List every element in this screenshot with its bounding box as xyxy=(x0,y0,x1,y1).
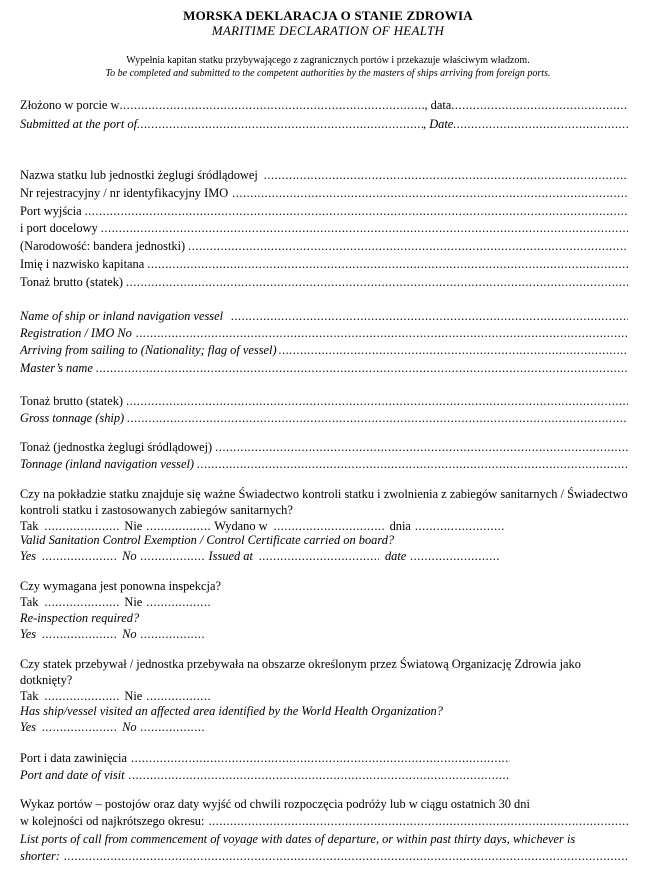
sanitation-date-label-en: date xyxy=(384,549,407,563)
reinspection-no-field[interactable] xyxy=(146,594,210,610)
ship-name-label-en: Name of ship or inland navigation vessel xyxy=(20,309,224,323)
sanitation-issued-label-en: Issued at xyxy=(208,549,253,563)
reinspection-yes-label: Tak xyxy=(20,595,39,609)
inland-field[interactable] xyxy=(215,439,628,455)
destination-port-label: i port docelowy xyxy=(20,221,98,235)
sanitation-yes-field-en[interactable] xyxy=(42,548,118,564)
departure-port-field[interactable] xyxy=(85,203,628,219)
ports-question-line1: Wykaz portów – postojów oraz daty wyjść od chwili rozpoczęcia podróży lub w ciągu ostatnich 30 dni xyxy=(20,797,530,811)
tonnage-label: Tonaż brutto (statek) xyxy=(20,275,124,289)
gross-label-en: Gross tonnage (ship) xyxy=(20,411,125,425)
reinspection-no-field-en[interactable] xyxy=(141,626,205,642)
master-row xyxy=(20,256,628,272)
visit-label-en: Port and date of visit xyxy=(20,768,125,782)
master-field-en[interactable] xyxy=(96,360,628,376)
reinspection-yes-label-en: Yes xyxy=(20,627,37,641)
submitted-date-field-en[interactable] xyxy=(453,116,628,132)
destination-port-field[interactable] xyxy=(101,220,628,236)
gross-row xyxy=(20,393,628,409)
sanitation-issued-label: Wydano w xyxy=(214,519,268,533)
sanitation-question: Czy na pokładzie statku znajduje się ważne Świadectwo kontroli statku i zwolnienia z zabiegów sanitarnych / Świadectwo kontroli statku i zastosowanych zabiegów sanitarnych? xyxy=(20,487,628,517)
intro-en: To be completed and submitted to the competent authorities by the masters of ships arriving from foreign ports. xyxy=(105,68,551,79)
nationality-field[interactable] xyxy=(188,238,628,254)
form-subtitle: MARITIME DECLARATION OF HEALTH xyxy=(211,23,445,38)
gross-row-en xyxy=(20,410,628,426)
affected-yes-field[interactable] xyxy=(44,688,120,704)
ports-question-en-line2 xyxy=(20,848,628,864)
reinspection-yes-field-en[interactable] xyxy=(42,626,118,642)
affected-answer-row xyxy=(20,688,628,704)
sanitation-no-field-en[interactable] xyxy=(141,548,205,564)
ship-name-label: Nazwa statku lub jednostki żeglugi śródlądowej xyxy=(20,168,258,182)
sanitation-issued-field-en[interactable] xyxy=(259,548,379,564)
visit-row xyxy=(20,750,510,766)
gross-label: Tonaż brutto (statek) xyxy=(20,394,124,408)
departure-port-label: Port wyjścia xyxy=(20,204,82,218)
destination-port-row xyxy=(20,220,628,236)
submitted-row-pl xyxy=(20,97,628,113)
registration-label: Nr rejestracyjny / nr identyfikacyjny IMO xyxy=(20,186,229,200)
submitted-port-label: Złożono w porcie w xyxy=(20,98,120,112)
visit-field-en[interactable] xyxy=(129,767,510,783)
affected-yes-label: Tak xyxy=(20,689,39,703)
submitted-port-field-en[interactable] xyxy=(137,116,423,132)
visit-row-en xyxy=(20,767,510,783)
sanitation-no-label-en: No xyxy=(122,549,137,563)
ports-question-en-line1: List ports of call from commencement of voyage with dates of departure, or within past thirty days, whichever is xyxy=(20,832,576,846)
tonnage-row xyxy=(20,274,628,290)
departure-port-row xyxy=(20,203,628,219)
ship-name-row-en xyxy=(20,308,628,324)
submitted-date-label: , data xyxy=(424,98,452,112)
registration-row xyxy=(20,185,628,201)
tonnage-field[interactable] xyxy=(126,274,628,290)
inland-row-en xyxy=(20,456,628,472)
registration-field[interactable] xyxy=(232,185,628,201)
reinspection-yes-field[interactable] xyxy=(44,594,120,610)
visit-label: Port i data zawinięcia xyxy=(20,751,127,765)
inland-label: Tonaż (jednostka żeglugi śródlądowej) xyxy=(20,440,213,454)
submitted-date-label-en: , Date xyxy=(423,117,454,131)
sanitation-date-label: dnia xyxy=(389,519,411,533)
reinspection-answer-row-en xyxy=(20,626,628,642)
registration-row-en xyxy=(20,325,628,341)
ports-field-en[interactable] xyxy=(64,848,628,864)
inland-label-en: Tonnage (inland navigation vessel) xyxy=(20,457,195,471)
ports-question-line2 xyxy=(20,813,628,829)
gross-field[interactable] xyxy=(126,393,628,409)
nationality-label: (Narodowość: bandera jednostki) xyxy=(20,239,186,253)
reinspection-question: Czy wymagana jest ponowna inspekcja? xyxy=(20,579,221,593)
sanitation-yes-label: Tak xyxy=(20,519,39,533)
affected-yes-label-en: Yes xyxy=(20,720,37,734)
nationality-row xyxy=(20,238,628,254)
ports-question-label-en: shorter: xyxy=(20,849,60,863)
sanitation-yes-label-en: Yes xyxy=(20,549,37,563)
reinspection-no-label: Nie xyxy=(124,595,143,609)
submitted-port-field[interactable] xyxy=(119,97,424,113)
ship-name-field-en[interactable] xyxy=(231,308,628,324)
sanitation-question-en: Valid Sanitation Control Exemption / Control Certificate carried on board? xyxy=(20,533,395,547)
ship-name-row xyxy=(20,167,628,183)
sanitation-date-field-en[interactable] xyxy=(410,548,500,564)
inland-field-en[interactable] xyxy=(197,456,628,472)
master-label: Imię i nazwisko kapitana xyxy=(20,257,145,271)
affected-question: Czy statek przebywał / jednostka przebywała na obszarze określonym przez Światową Organizację Zdrowia jako dotknięty? xyxy=(20,657,581,687)
arriving-row-en xyxy=(20,342,628,358)
arriving-field-en[interactable] xyxy=(279,342,628,358)
affected-no-label-en: No xyxy=(122,720,137,734)
affected-question-en: Has ship/vessel visited an affected area identified by the World Health Organization? xyxy=(20,704,443,718)
gross-field-en[interactable] xyxy=(127,410,628,426)
ports-field[interactable] xyxy=(208,813,628,829)
master-label-en: Master’s name xyxy=(20,361,93,375)
submitted-row-en xyxy=(20,116,628,132)
ship-name-field[interactable] xyxy=(264,167,628,183)
visit-field[interactable] xyxy=(131,750,510,766)
affected-answer-row-en xyxy=(20,719,628,735)
form-title: MORSKA DEKLARACJA O STANIE ZDROWIA xyxy=(183,8,473,23)
affected-no-label: Nie xyxy=(124,689,143,703)
ports-question-label: w kolejności od najkrótszego okresu: xyxy=(20,814,205,828)
sanitation-no-label: Nie xyxy=(124,519,143,533)
reinspection-answer-row xyxy=(20,594,628,610)
reinspection-question-en: Re-inspection required? xyxy=(20,611,140,625)
master-field[interactable] xyxy=(147,256,628,272)
arriving-label-en: Arriving from sailing to (Nationality; flag of vessel) xyxy=(20,343,277,357)
affected-no-field-en[interactable] xyxy=(141,719,205,735)
affected-yes-field-en[interactable] xyxy=(42,719,118,735)
registration-label-en: Registration / IMO No xyxy=(20,326,132,340)
sanitation-answer-row-en xyxy=(20,548,628,564)
registration-field-en[interactable] xyxy=(136,325,628,341)
submitted-date-field[interactable] xyxy=(451,97,628,113)
intro-pl: Wypełnia kapitan statku przybywającego z zagranicznych portów i przekazuje właściwym władzom. xyxy=(126,55,530,66)
affected-no-field[interactable] xyxy=(146,688,210,704)
submitted-port-label-en: Submitted at the port of xyxy=(20,117,138,131)
master-row-en xyxy=(20,360,628,376)
inland-row xyxy=(20,439,628,455)
reinspection-no-label-en: No xyxy=(122,627,137,641)
